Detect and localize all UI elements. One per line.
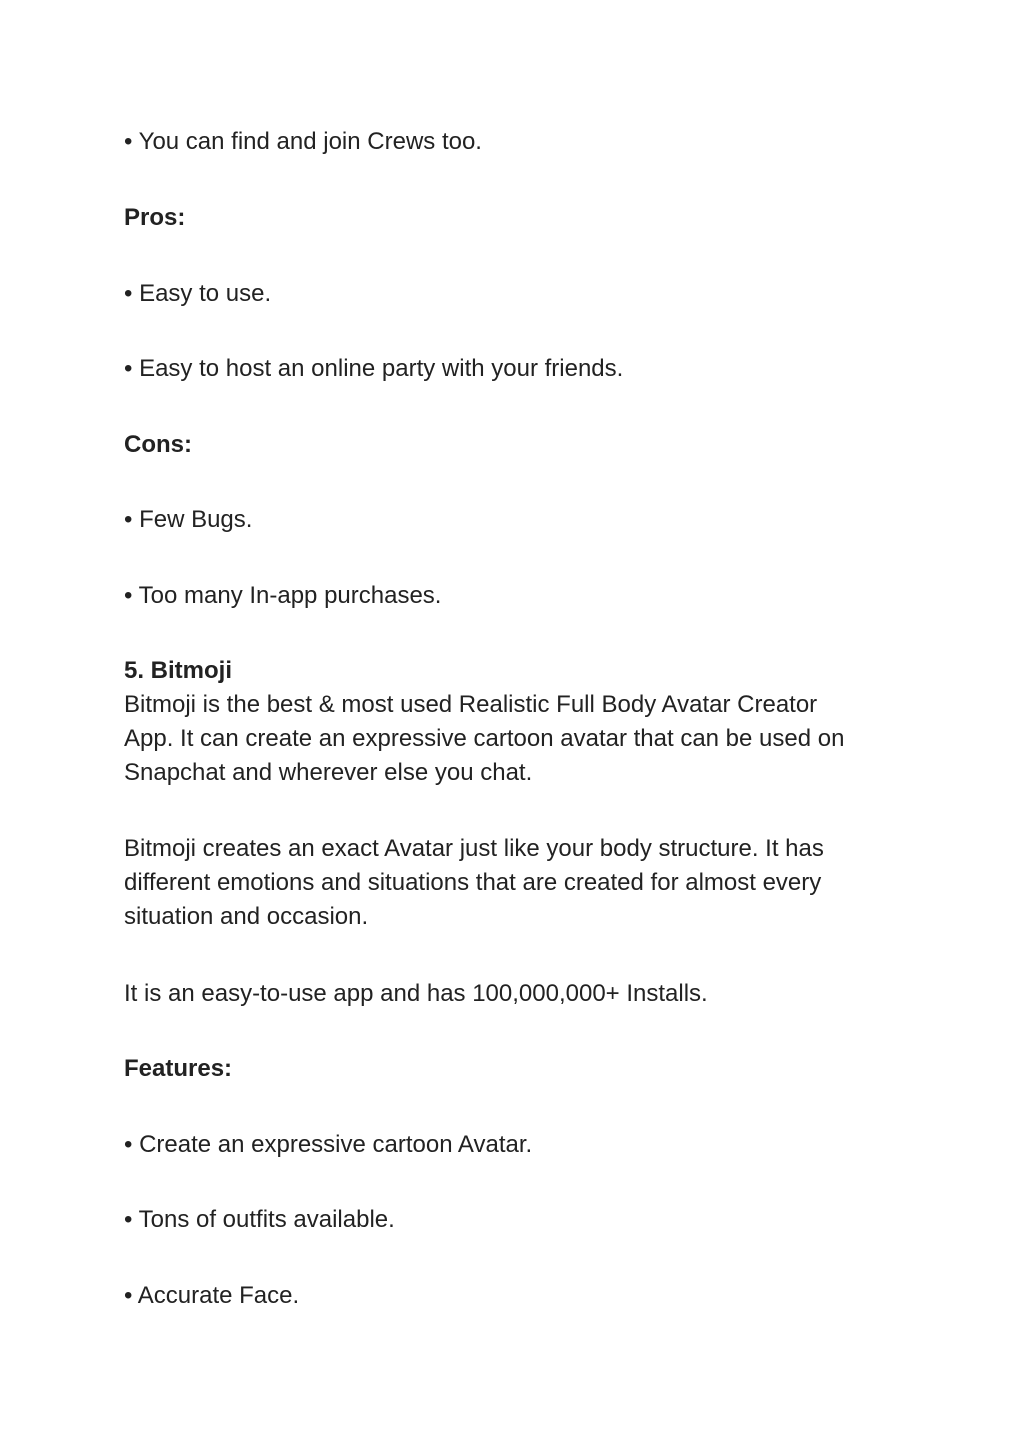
crews-bullet: • You can find and join Crews too. [124,128,482,155]
installs-paragraph: It is an easy-to-use app and has 100,000,000+ Installs. [124,980,708,1007]
paragraph-line: Snapchat and wherever else you chat. [124,759,533,786]
features-heading: Features: [124,1055,233,1082]
section-heading: 5. Bitmoji [124,657,233,684]
pros-heading: Pros: [124,204,186,231]
features-item: • Tons of outfits available. [124,1206,395,1233]
pros-item: • Easy to host an online party with your friends. [124,355,624,382]
paragraph-line: Bitmoji is the best & most used Realistic Full Body Avatar Creator [124,691,818,718]
features-item: • Create an expressive cartoon Avatar. [124,1131,533,1158]
cons-item: • Few Bugs. [124,506,253,533]
paragraph-line: situation and occasion. [124,903,369,930]
cons-item: • Too many In-app purchases. [124,582,442,609]
bitmoji-intro-paragraph [124,688,894,790]
paragraph-line: App. It can create an expressive cartoon avatar that can be used on [124,725,845,752]
features-item: • Accurate Face. [124,1282,300,1309]
bitmoji-structure-paragraph [124,832,894,934]
paragraph-line: different emotions and situations that are created for almost every [124,869,822,896]
cons-heading: Cons: [124,431,192,458]
pros-item: • Easy to use. [124,280,272,307]
paragraph-line: Bitmoji creates an exact Avatar just like your body structure. It has [124,835,824,862]
